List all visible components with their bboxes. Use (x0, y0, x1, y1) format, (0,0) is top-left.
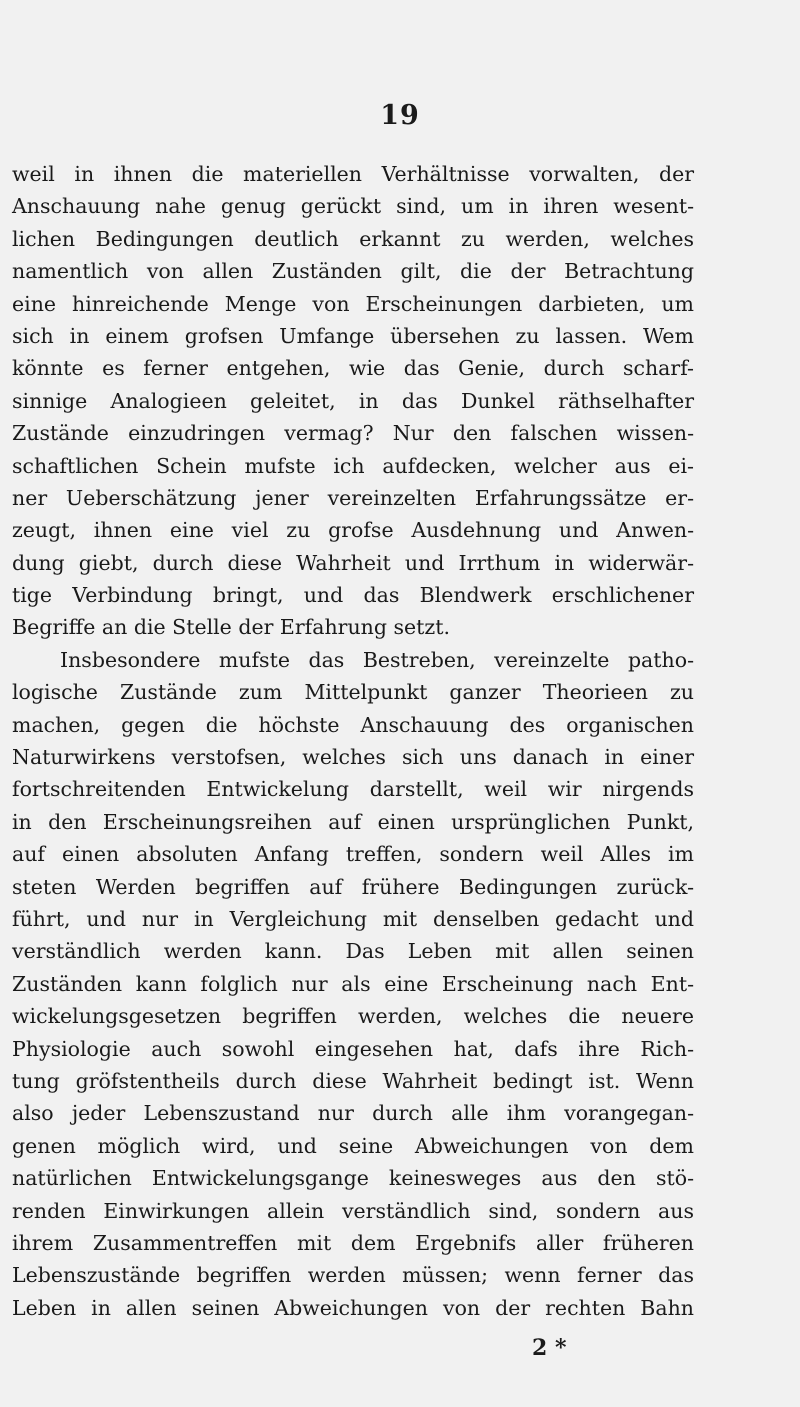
text-line: verständlich werden kann. Das Leben mit allen seinen (12, 939, 694, 964)
text-line: tung gröfstentheils durch diese Wahrheit bedingt ist. Wenn (12, 1068, 694, 1093)
text-line: könnte es ferner entgehen, wie das Genie, durch scharf- (12, 356, 694, 381)
text-line: ner Ueberschätzung jener vereinzelten Erfahrungssätze er- (12, 485, 694, 510)
text-line: weil in ihnen die materiellen Verhältnisse vorwalten, der (12, 162, 694, 186)
text-line: natürlichen Entwickelungsgange keinesweges aus den stö- (12, 1166, 694, 1191)
text-line: führt, und nur in Vergleichung mit denselben gedacht und (12, 906, 694, 931)
text-line: schaftlichen Schein mufste ich aufdecken, welcher aus ei- (12, 453, 694, 478)
text-line: machen, gegen die höchste Anschauung des organischen (12, 712, 694, 737)
text-line: logische Zustände zum Mittelpunkt ganzer Theorieen zu (12, 680, 694, 705)
text-line: wickelungsgesetzen begriffen werden, welches die neuere (12, 1004, 694, 1029)
text-line: fortschreitenden Entwickelung darstellt, weil wir nirgends (12, 777, 694, 802)
text-line: eine hinreichende Menge von Erscheinungen darbieten, um (12, 291, 694, 316)
text-line: sich in einem grofsen Umfange übersehen zu lassen. Wem (12, 323, 694, 348)
text-line: genen möglich wird, und seine Abweichungen von dem (12, 1133, 694, 1158)
text-line: ihrem Zusammentreffen mit dem Ergebnifs aller früheren (12, 1230, 694, 1255)
text-line: steten Werden begriffen auf frühere Bedingungen zurück- (12, 874, 694, 899)
text-line-paragraph-end: Begriffe an die Stelle der Erfahrung setzt. (12, 615, 450, 640)
text-line: in den Erscheinungsreihen auf einen ursprünglichen Punkt, (12, 809, 694, 834)
text-line: lichen Bedingungen deutlich erkannt zu werden, welches (12, 226, 694, 251)
text-line: Naturwirkens verstofsen, welches sich uns danach in einer (12, 745, 694, 770)
text-line: dung giebt, durch diese Wahrheit und Irrthum in widerwär- (12, 550, 694, 575)
page-number: 19 (380, 100, 420, 131)
text-line: Zustände einzudringen vermag? Nur den falschen wissen- (12, 421, 694, 446)
text-line-paragraph-start: Insbesondere mufste das Bestreben, vereinzelte patho- (60, 647, 694, 672)
text-line: zeugt, ihnen eine viel zu grofse Ausdehnung und Anwen- (12, 518, 694, 543)
text-line: Zuständen kann folglich nur als eine Erscheinung nach Ent- (12, 971, 694, 996)
text-line: Leben in allen seinen Abweichungen von der rechten Bahn (12, 1295, 694, 1320)
text-line: tige Verbindung bringt, und das Blendwerk erschlichener (12, 583, 694, 608)
text-line: namentlich von allen Zuständen gilt, die der Betrachtung (12, 259, 694, 284)
text-line: Lebenszustände begriffen werden müssen; wenn ferner das (12, 1263, 694, 1288)
text-line: renden Einwirkungen allein verständlich sind, sondern aus (12, 1198, 694, 1223)
text-line: Anschauung nahe genug gerückt sind, um in ihren wesent- (12, 194, 694, 219)
text-line: sinnige Analogieen geleitet, in das Dunkel räthselhafter (12, 388, 694, 413)
body-text (12, 158, 694, 1324)
text-line: also jeder Lebenszustand nur durch alle ihm vorangegan- (12, 1101, 694, 1126)
text-line: Physiologie auch sowohl eingesehen hat, dafs ihre Rich- (12, 1036, 694, 1061)
text-line: auf einen absoluten Anfang treffen, sondern weil Alles im (12, 842, 694, 867)
signature-mark: 2 * (532, 1335, 567, 1361)
